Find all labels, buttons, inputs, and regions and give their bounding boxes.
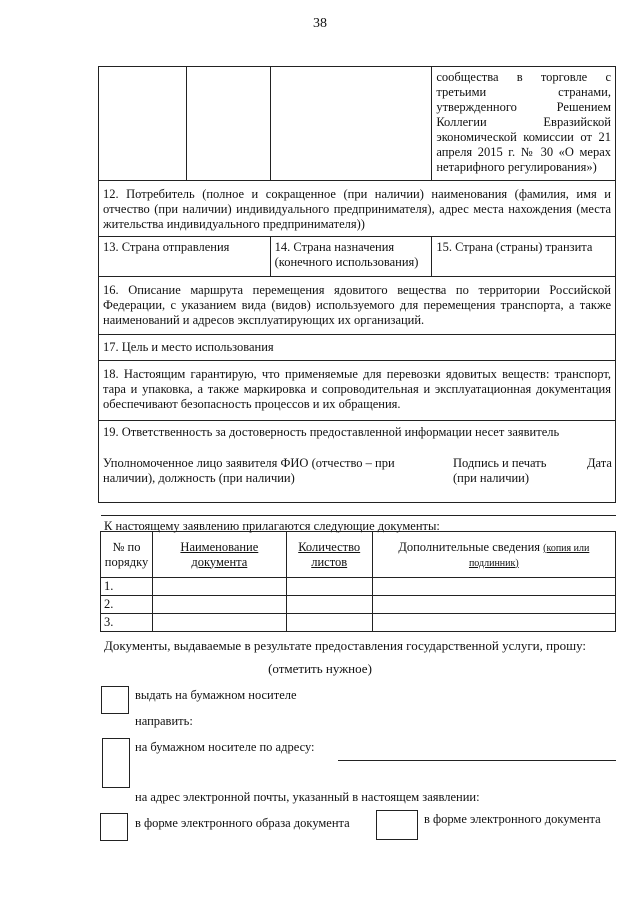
- address-input-line[interactable]: [338, 760, 616, 761]
- option-electronic-document-label: в форме электронного документа: [424, 812, 601, 826]
- section-18-guarantee: [99, 361, 616, 421]
- section-12-text: 12. Потребитель (полное и сокращенное (при наличии) наименования (фамилия, имя и отчество (при наличии) индивидуального предпринимателя), адрес места нахождения (места жительства индивидуального предпринимателя)): [103, 187, 611, 231]
- section-19-responsibility: [99, 421, 616, 503]
- docs-row-number: 1.: [101, 578, 153, 596]
- regulation-reference-text: сообщества в торговле с третьими странами, утвержденного Решением Коллегии Евразийской экономической комиссии от 21 апреля 2015 г. № 30 «О мерах нетарифного регулирования»): [436, 70, 611, 174]
- table-row: [101, 614, 616, 632]
- section-18-text: 18. Настоящим гарантирую, что применяемые для перевозки ядовитых веществ: транспорт, тара и упаковка, а также маркировка и сопроводительная и эксплуатационная документация обеспечивают безопасность процессов и их обращения.: [103, 367, 611, 411]
- page-number: 38: [313, 16, 327, 31]
- section-14-text: 14. Страна назначения (конечного использования): [274, 240, 419, 269]
- docs-row-name[interactable]: [152, 596, 286, 614]
- electronic-document-checkbox[interactable]: [376, 810, 418, 840]
- attachments-divider: [101, 515, 616, 516]
- table-row: [101, 596, 616, 614]
- docs-header-row: [101, 532, 616, 578]
- paper-address-checkbox[interactable]: [102, 738, 130, 788]
- docs-header-quantity: Количество листов: [286, 532, 372, 578]
- empty-cell: [186, 67, 270, 181]
- docs-row-number: 3.: [101, 614, 153, 632]
- attachments-title: К настоящему заявлению прилагаются следующие документы:: [104, 519, 440, 533]
- application-form-table: [98, 66, 616, 503]
- section-12-consumer: [99, 181, 616, 237]
- option-paper-label: выдать на бумажном носителе: [135, 688, 297, 702]
- docs-row-extra[interactable]: [372, 614, 615, 632]
- electronic-image-checkbox[interactable]: [100, 813, 128, 841]
- docs-row-name[interactable]: [152, 614, 286, 632]
- docs-row-quantity[interactable]: [286, 614, 372, 632]
- docs-row-extra[interactable]: [372, 578, 615, 596]
- docs-header-number: № по порядку: [101, 532, 153, 578]
- table-row: [101, 578, 616, 596]
- empty-cell: [270, 67, 432, 181]
- option-email-label: на адрес электронной почты, указанный в настоящем заявлении:: [135, 790, 480, 804]
- mark-needed-hint: (отметить нужное): [268, 661, 372, 676]
- request-text: Документы, выдаваемые в результате предоставления государственной услуги, прошу:: [104, 638, 587, 653]
- section-16-text: 16. Описание маршрута перемещения ядовитого вещества по территории Российской Федерации, с указанием вида (видов) используемого для перемещения транспорта, а также наименований и адресов эксплуатирующих их организаций.: [103, 283, 611, 327]
- continued-row: [99, 67, 616, 181]
- section-14-destination-country: [270, 237, 432, 277]
- send-label: направить:: [135, 714, 193, 728]
- section-13-text: 13. Страна отправления: [103, 240, 230, 254]
- paper-checkbox[interactable]: [101, 686, 129, 714]
- section-15-text: 15. Страна (страны) транзита: [436, 240, 593, 254]
- docs-row-quantity[interactable]: [286, 578, 372, 596]
- empty-cell: [99, 67, 187, 181]
- section-19-text: 19. Ответственность за достоверность предоставленной информации несет заявитель: [103, 425, 560, 439]
- option-paper-address-label: на бумажном носителе по адресу:: [135, 740, 315, 754]
- docs-row-name[interactable]: [152, 578, 286, 596]
- date-label: Дата: [587, 456, 612, 470]
- regulation-reference-cell: [432, 67, 616, 181]
- section-16-route: [99, 277, 616, 335]
- docs-header-extra: Дополнительные сведения (копия или подлинник): [372, 532, 615, 578]
- attached-documents-table: [100, 531, 616, 632]
- section-17-text: 17. Цель и место использования: [103, 340, 274, 354]
- option-electronic-image-label: в форме электронного образа документа: [135, 816, 350, 830]
- section-13-departure-country: [99, 237, 271, 277]
- docs-row-extra[interactable]: [372, 596, 615, 614]
- section-15-transit-country: [432, 237, 616, 277]
- section-17-purpose: [99, 335, 616, 361]
- signature-label: Подпись и печать (при наличии): [453, 456, 547, 485]
- docs-header-name: Наименование документа: [152, 532, 286, 578]
- docs-row-quantity[interactable]: [286, 596, 372, 614]
- docs-row-number: 2.: [101, 596, 153, 614]
- authorized-person-label: Уполномоченное лицо заявителя ФИО (отчество – при наличии), должность (при наличии): [103, 456, 395, 485]
